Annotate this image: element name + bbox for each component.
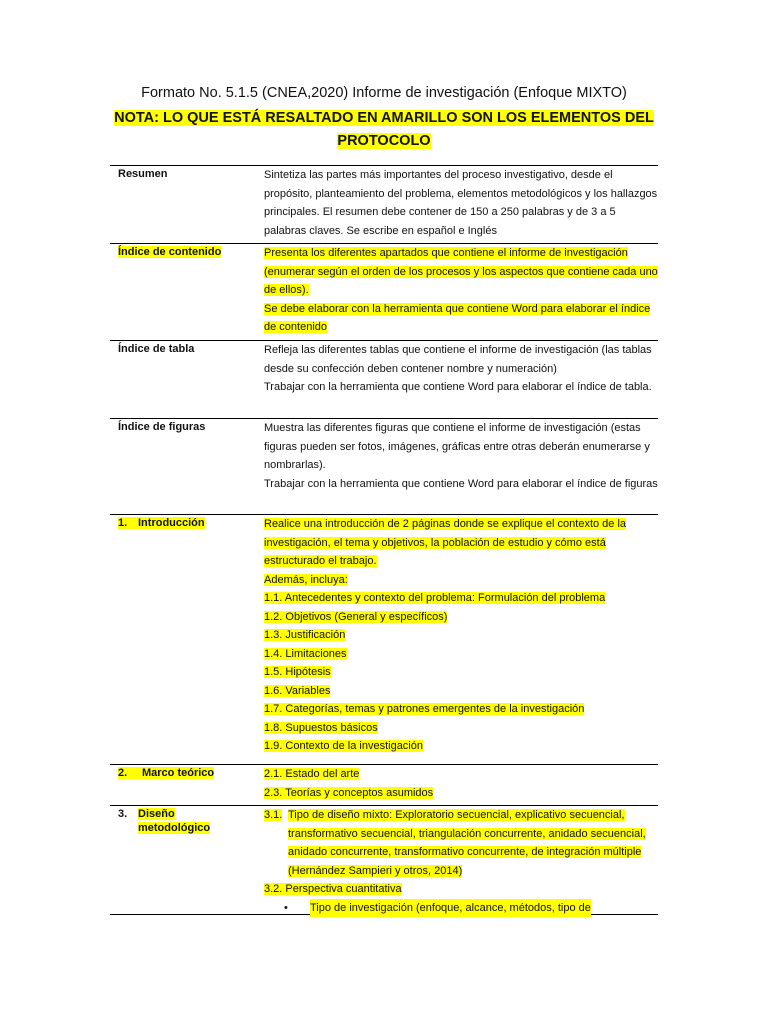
- row-label: [110, 244, 258, 340]
- description-text: Refleja las diferentes tablas que contiene el informe de investigación (las tablas desde su confección deben contener nombre y numeración): [264, 344, 652, 375]
- list-item: 1.5. Hipótesis: [264, 666, 331, 678]
- row-label: Resumen: [118, 168, 168, 180]
- row-description: [258, 341, 658, 418]
- list-item: 1.9. Contexto de la investigación: [264, 740, 423, 752]
- description-text: Trabajar con la herramienta que contiene Word para elaborar el índice de figuras: [264, 477, 658, 490]
- item-text: [288, 806, 658, 880]
- section-number: 3.: [118, 808, 128, 820]
- section-label: [138, 807, 210, 914]
- section-number: 2.: [118, 767, 128, 779]
- row-description: [258, 419, 658, 514]
- row-label: [110, 806, 258, 914]
- list-item: 2.1. Estado del arte: [264, 768, 360, 780]
- description-text: Trabajar con la herramienta que contiene Word para elaborar el índice de tabla.: [264, 381, 652, 393]
- bullet-icon: •: [284, 901, 288, 914]
- list-item: 1.8. Supuestos básicos: [264, 721, 378, 734]
- description-text: Muestra las diferentes figuras que contiene el informe de investigación (estas figuras pueden ser fotos, imágenes, gráficas entre otras deberán enumerarse y nombrarlas).: [264, 422, 650, 471]
- item-number-text: 3.1.: [264, 809, 283, 821]
- document-title: Formato No. 5.1.5 (CNEA,2020) Informe de investigación (Enfoque MIXTO): [141, 85, 627, 101]
- row-label: [110, 765, 258, 805]
- row-label-text: Índice de contenido: [118, 246, 222, 258]
- row-diseno-metodologico: [110, 805, 658, 914]
- row-marco-teorico: [110, 764, 658, 805]
- list-item: [264, 806, 658, 880]
- section-label-line: Diseño: [138, 808, 175, 820]
- row-description: [258, 765, 658, 805]
- list-item: 1.7. Categorías, temas y patrones emergentes de la investigación: [264, 703, 585, 715]
- description-text: Se debe elaborar con la herramienta que contiene Word para elaborar el índice de contenido: [264, 302, 651, 333]
- description-text: Además, incluya:: [264, 573, 348, 586]
- description-text: Realice una introducción de 2 páginas donde se explique el contexto de la investigación, el tema y objetivos, la población de estudio y cómo está estructurado el trabajo.: [264, 518, 627, 567]
- row-description: [258, 244, 658, 340]
- bullet-text: Tipo de investigación (enfoque, alcance, métodos, tipo de: [310, 899, 591, 918]
- row-label-text: [118, 767, 214, 779]
- row-description: [258, 515, 658, 764]
- row-indice-figuras: [110, 418, 658, 514]
- protocol-note: [110, 107, 658, 153]
- note-line-2: PROTOCOLO: [337, 133, 431, 149]
- list-item: 1.3. Justificación: [264, 629, 346, 641]
- row-indice-contenido: [110, 243, 658, 340]
- row-label: Índice de tabla: [118, 343, 195, 355]
- item-text-content: Tipo de diseño mixto: Exploratorio secuencial, explicativo secuencial, transformativo secuencial, triangulación concurrente, anidado secuencial, anidado concurrente, transformativo concurrente, de integración múltiple (Hernández Sampieri y otros, 2014): [288, 809, 646, 877]
- row-label: Índice de figuras: [118, 421, 206, 433]
- note-line-1: NOTA: LO QUE ESTÁ RESALTADO EN AMARILLO SON LOS ELEMENTOS DEL: [114, 110, 654, 126]
- section-label: Introducción: [138, 517, 205, 529]
- section-label: Marco teórico: [142, 767, 215, 779]
- row-resumen: [110, 165, 658, 243]
- section-label-line: metodológico: [138, 822, 211, 834]
- row-label: [110, 515, 258, 764]
- bullet-item: [264, 899, 658, 918]
- list-item: 1.1. Antecedentes y contexto del problema: Formulación del problema: [264, 592, 606, 604]
- row-label-text: [118, 517, 205, 529]
- report-structure-table: [110, 165, 658, 915]
- list-item: 1.4. Limitaciones: [264, 647, 347, 660]
- row-indice-tabla: [110, 340, 658, 418]
- list-item: 1.6. Variables: [264, 684, 331, 697]
- list-item: 2.3. Teorías y conceptos asumidos: [264, 786, 434, 799]
- row-introduccion: [110, 514, 658, 764]
- row-description: Sintetiza las partes más importantes del proceso investigativo, desde el propósito, planteamiento del problema, elementos metodológicos y los hallazgos principales. El resumen debe contener de 150 a 250 palabras y de 3 a 5 palabras claves. Se escribe en español e Inglés: [264, 169, 658, 237]
- section-number: 1.: [118, 517, 128, 529]
- item-number: [264, 806, 288, 880]
- description-text: Presenta los diferentes apartados que contiene el informe de investigación (enumerar según el orden de los procesos y los aspectos que contiene cada uno de ellos).: [264, 247, 658, 296]
- row-description: [258, 806, 658, 914]
- list-item: 1.2. Objetivos (General y específicos): [264, 610, 448, 623]
- list-item: 3.2. Perspectiva cuantitativa: [264, 883, 402, 895]
